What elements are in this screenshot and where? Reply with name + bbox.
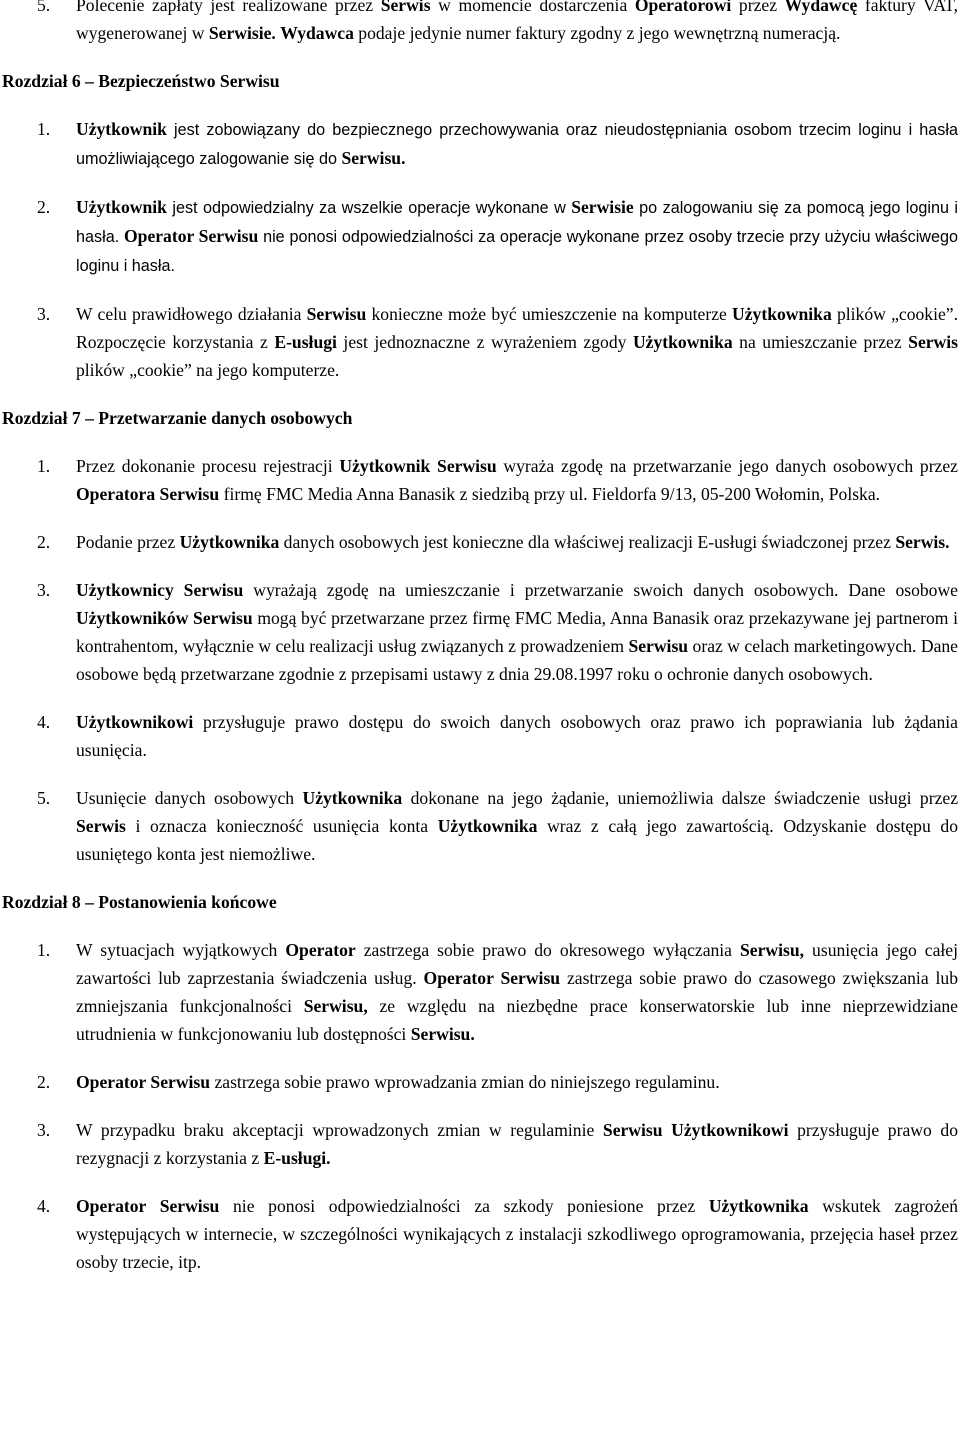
text-run: Podanie przez xyxy=(76,532,180,552)
list-item-number: 1. xyxy=(37,119,51,139)
text-run: wyraża zgodę na przetwarzanie jego danych osobowych przez xyxy=(496,456,958,476)
text-run: faktury VAT, wygenerowanej w xyxy=(76,0,958,43)
list-item xyxy=(0,452,958,508)
section-heading: Rozdział 7 – Przetwarzanie danych osobowych xyxy=(2,408,353,428)
bold-term: Użytkownika xyxy=(179,532,280,552)
text-run: ze względu na niezbędne prace konserwatorskie lub inne nieprzewidziane utrudnienia w funkcjonowaniu lub dostępności xyxy=(76,996,958,1044)
text-run: po zalogowaniu się za pomocą jego loginu i hasła. xyxy=(76,199,958,246)
list-item xyxy=(0,528,958,556)
text-run: W sytuacjach wyjątkowych xyxy=(76,940,286,960)
bold-term: Użytkownika xyxy=(708,1196,809,1216)
list-item-number: 1. xyxy=(37,456,51,476)
bold-term: Serwisu xyxy=(628,636,689,656)
text-run: przez xyxy=(731,0,785,15)
bold-term: Serwis xyxy=(380,0,431,15)
bold-term: Serwisu, xyxy=(303,996,368,1016)
text-run: zastrzega sobie prawo do czasowego zwiększania lub zmniejszania funkcjonalności xyxy=(76,968,958,1016)
bold-term: Użytkowników Serwisu xyxy=(76,608,253,628)
bold-term: Operator xyxy=(285,940,356,960)
list-item xyxy=(0,1068,958,1096)
text-run: usunięcia jego całej zawartości lub zaprzestania świadczenia usług. xyxy=(76,940,958,988)
bold-term: Operator Serwisu xyxy=(76,1072,211,1092)
text-run: przysługuje prawo dostępu do swoich danych osobowych oraz prawo ich poprawiania lub żądania usunięcia. xyxy=(76,712,958,760)
bold-term: Serwis xyxy=(908,332,958,352)
text-run: plików „cookie”. Rozpoczęcie korzystania z xyxy=(76,304,958,352)
text-run: W celu prawidłowego działania xyxy=(76,304,307,324)
list-item-number: 1. xyxy=(37,940,51,960)
text-run: wraz z całą jego zawartością. Odzyskanie dostępu do usuniętego konta jest niemożliwe. xyxy=(76,816,958,864)
bold-term: Operator Serwisu xyxy=(123,226,259,246)
bold-term: Użytkownicy Serwisu xyxy=(76,580,244,600)
bold-term: Użytkownik xyxy=(76,197,167,217)
list-item xyxy=(0,784,958,868)
list-item-number: 5. xyxy=(37,788,51,808)
bold-term: Serwisie. xyxy=(208,23,276,43)
text-run: danych osobowych jest konieczne dla właściwej realizacji E-usługi świadczonej przez xyxy=(279,532,896,552)
bold-term: Serwis xyxy=(76,816,126,836)
text-run: nie ponosi odpowiedzialności za szkody poniesione przez xyxy=(219,1196,709,1216)
text-run: i oznacza konieczność usunięcia konta xyxy=(125,816,438,836)
bold-term: Serwisu. xyxy=(341,148,406,168)
list-item xyxy=(0,1192,958,1276)
bold-term: Serwisie xyxy=(571,197,634,217)
text-run: Polecenie zapłaty jest realizowane przez xyxy=(76,0,381,15)
text-run: wskutek zagrożeń występujących w internecie, w szczególności wynikających z instalacji szkodliwego oprogramowania, przejęcia haseł przez osoby trzecie, itp. xyxy=(76,1196,958,1272)
list-item xyxy=(0,300,958,384)
section-heading: Rozdział 8 – Postanowienia końcowe xyxy=(2,892,277,912)
text-run: mogą być przetwarzane przez firmę FMC Media, Anna Banasik oraz przekazywane jej partnerom i kontrahentom, wyłącznie w celu realizacji usług związanych z prowadzeniem xyxy=(76,608,958,656)
bold-term: Operator Serwisu xyxy=(76,1196,220,1216)
text-run: konieczne może być umieszczenie na komputerze xyxy=(366,304,733,324)
text-run: podaje jedynie numer faktury zgodny z jego wewnętrzną numeracją. xyxy=(353,23,841,43)
bold-term: E-usługi. xyxy=(263,1148,331,1168)
text-run: na umieszczanie przez xyxy=(732,332,909,352)
text-run: firmę FMC Media Anna Banasik z siedzibą przy ul. Fieldorfa 9/13, 05-200 Wołomin, Polska. xyxy=(219,484,881,504)
text-run: oraz w celach marketingowych. Dane osobowe będą przetwarzane zgodnie z przepisami ustawy z dnia 29.08.1997 roku o ochronie danych osobowych. xyxy=(76,636,958,684)
list-item xyxy=(0,1116,958,1172)
list-item xyxy=(0,115,958,173)
bold-term: Użytkownika xyxy=(437,816,538,836)
text-run: zastrzega sobie prawo wprowadzania zmian do niniejszego regulaminu. xyxy=(210,1072,720,1092)
list-item-number: 3. xyxy=(37,1120,51,1140)
text-run: dokonane na jego żądanie, uniemożliwia dalsze świadczenie usługi przez xyxy=(402,788,958,808)
text-run: jest jednoznaczne z wyrażeniem zgody xyxy=(336,332,633,352)
list-item-number: 4. xyxy=(37,712,51,732)
bold-term: Wydawca xyxy=(280,23,354,43)
bold-term: E-usługi xyxy=(274,332,337,352)
list-item-number: 2. xyxy=(37,1072,51,1092)
list-item-number: 3. xyxy=(37,304,51,324)
text-run: W przypadku braku akceptacji wprowadzonych zmian w regulaminie xyxy=(76,1120,603,1140)
bold-term: Serwisu, xyxy=(740,940,805,960)
text-run: jest odpowiedzialny za wszelkie operacje wykonane w xyxy=(166,199,572,217)
text-run: zastrzega sobie prawo do okresowego wyłączania xyxy=(355,940,741,960)
list-item xyxy=(0,0,958,47)
text-run: jest zobowiązany do bezpiecznego przechowywania oraz nieudostępniania osobom trzecim loginu i hasła umożliwiającego zalogowanie się do xyxy=(76,121,958,168)
list-item xyxy=(0,576,958,688)
list-item xyxy=(0,193,958,280)
bold-term: Serwisu xyxy=(306,304,367,324)
bold-term: Użytkownika xyxy=(632,332,733,352)
text-run: nie ponosi odpowiedzialności za operacje wykonane przez osoby trzecie przy użyciu właściwego loginu i hasła. xyxy=(76,228,958,275)
bold-term: Operatorowi xyxy=(634,0,732,15)
bold-term: Operator Serwisu xyxy=(423,968,561,988)
bold-term: Operatora Serwisu xyxy=(76,484,220,504)
text-run: przysługuje prawo do rezygnacji z korzystania z xyxy=(76,1120,958,1168)
text-run: w momencie dostarczenia xyxy=(430,0,635,15)
bold-term: Użytkownika xyxy=(302,788,403,808)
list-item-number: 4. xyxy=(37,1196,51,1216)
bold-term: Serwisu Użytkownikowi xyxy=(602,1120,789,1140)
list-item-number: 3. xyxy=(37,580,51,600)
bold-term: Wydawcę xyxy=(784,0,858,15)
bold-term: Użytkownikowi xyxy=(76,712,194,732)
list-item xyxy=(0,936,958,1048)
text-run: Przez dokonanie procesu rejestracji xyxy=(76,456,340,476)
list-item-number: 2. xyxy=(37,197,51,217)
list-item-number: 2. xyxy=(37,532,51,552)
bold-term: Serwisu. xyxy=(410,1024,475,1044)
list-item-number: 5. xyxy=(37,0,51,15)
section-heading: Rozdział 6 – Bezpieczeństwo Serwisu xyxy=(2,71,280,91)
text-run: plików „cookie” na jego komputerze. xyxy=(76,360,340,380)
bold-term: Użytkownik xyxy=(76,119,167,139)
bold-term: Serwis. xyxy=(895,532,950,552)
text-run: wyrażają zgodę na umieszczanie i przetwarzanie swoich danych osobowych. Dane osobowe xyxy=(243,580,958,600)
bold-term: Użytkownik Serwisu xyxy=(339,456,497,476)
list-item xyxy=(0,708,958,764)
text-run: Usunięcie danych osobowych xyxy=(76,788,303,808)
bold-term: Użytkownika xyxy=(732,304,832,324)
